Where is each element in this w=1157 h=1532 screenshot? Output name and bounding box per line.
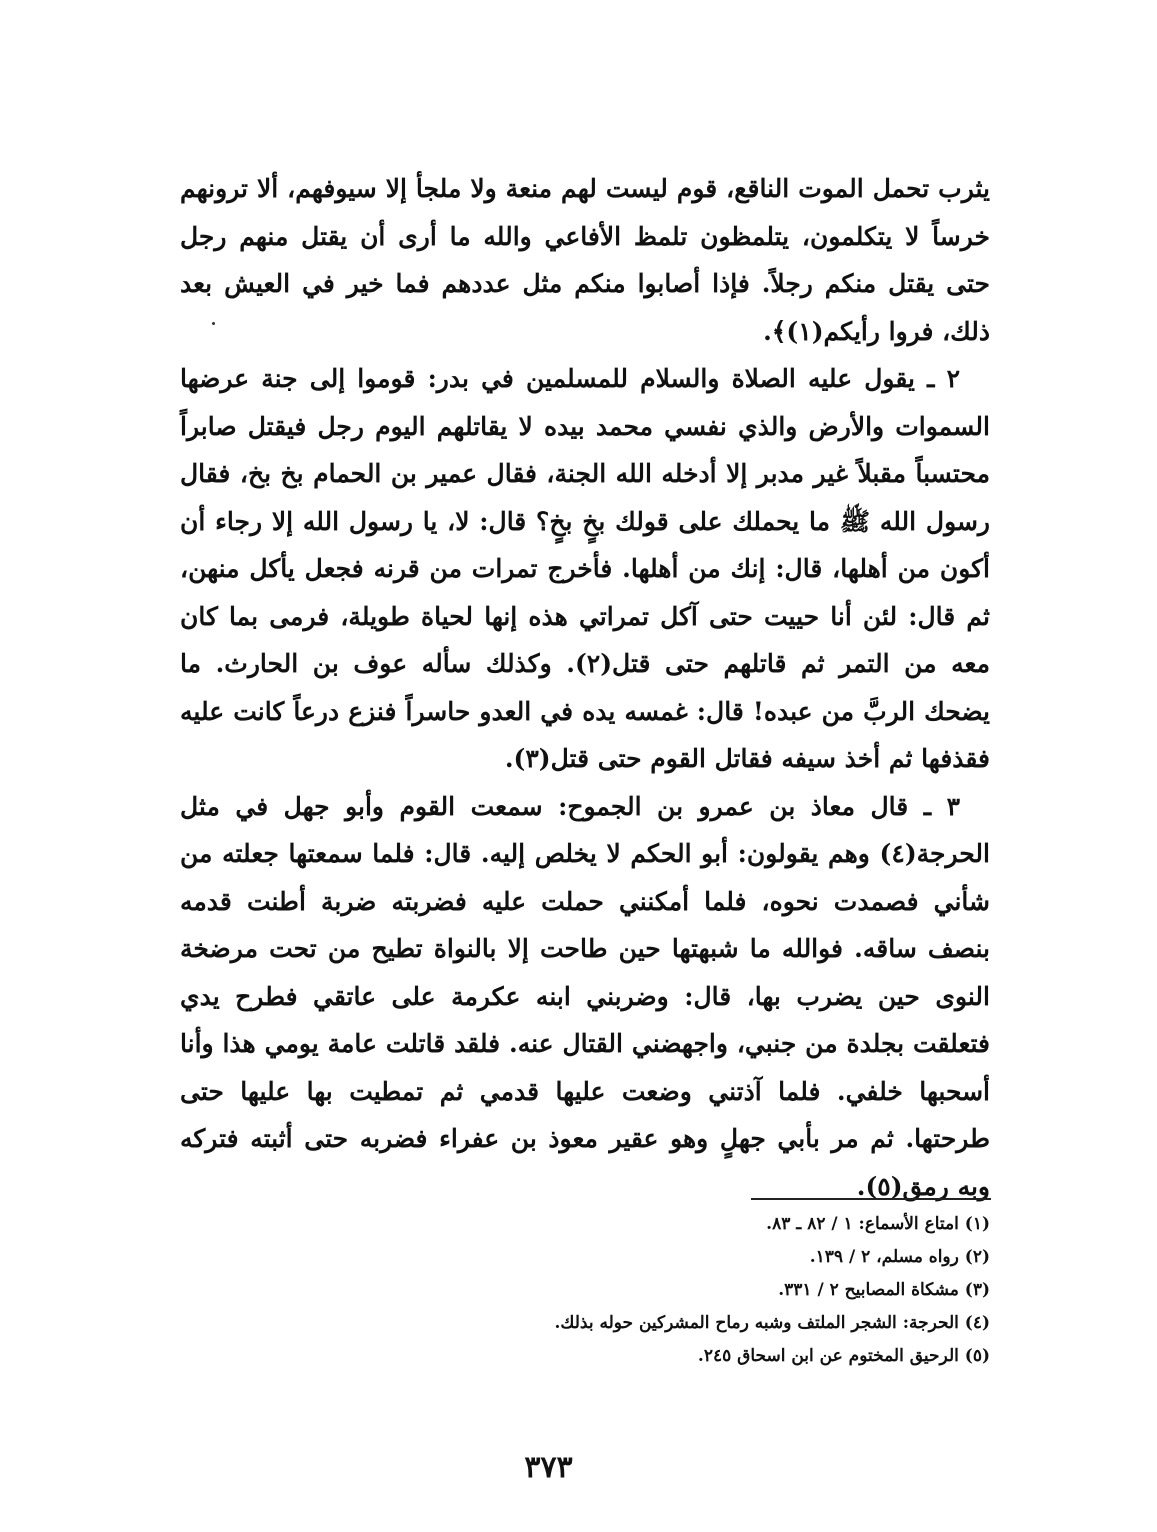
- footnote-separator: [751, 1198, 991, 1200]
- paragraph-2: ٢ ـ يقول عليه الصلاة والسلام للمسلمين في بدر: قوموا إلى جنة عرضها السموات والأرض والذي نفسي محمد بيده لا يقاتلهم اليوم رجل فيقتل صابراً محتسباً مقبلاً غير مدبر إلا أدخله الله الجنة، فقال عمير بن الحمام بخ بخ، فقال رسول الله ﷺ ما يحملك على قولك بخٍ بخٍ؟ قال: لا، يا رسول الله إلا رجاء أن أكون من أهلها، قال: إنك من أهلها. فأخرج تمرات من قرنه فجعل يأكل منهن، ثم قال: لئن أنا حييت حتى آكل تمراتي هذه إنها لحياة طويلة، فرمى بما كان معه من التمر ثم قاتلهم حتى قتل(٢). وكذلك سأله عوف بن الحارث. ما يضحك الربَّ من عبده! قال: غمسه يده في العدو حاسراً فنزع درعاً كانت عليه فقذفها ثم أخذ سيفه فقاتل القوم حتى قتل(٣).: [180, 364, 990, 773]
- page-number: ٣٧٣: [524, 1450, 573, 1485]
- footnote-5: (٥) الرحيق المختوم عن ابن اسحاق ٢٤٥.: [697, 1346, 990, 1366]
- paragraph-3: ٣ ـ قال معاذ بن عمرو بن الجموح: سمعت القوم وأبو جهل في مثل الحرجة(٤) وهم يقولون: أبو الحكم لا يخلص إليه. قال: فلما سمعتها جعلته من شأني فصمدت نحوه، فلما أمكنني حملت عليه فضربته ضربة أطنت قدمه بنصف ساقه. فوالله ما شبهتها حين طاحت إلا بالنواة تطيح من تحت مرضخة النوى حين يضرب بها، قال: وضربني ابنه عكرمة على عاتقي فطرح يدي فتعلقت بجلدة من جنبي، واجهضني القتال عنه. فلقد قاتلت عامة يومي هذا وأنا أسحبها خلفي. فلما آذتني وضعت عليها قدمي ثم تمطيت بها عليها حتى طرحتها. ثم مر بأبي جهلٍ وهو عقير معوذ بن عفراء فضربه حتى أثبته فتركه وبه رمق(٥).: [180, 791, 990, 1201]
- footnote-1: (١) امتاع الأسماع: ١ / ٨٢ ـ ٨٣.: [766, 1214, 990, 1234]
- footnotes: [300, 1208, 990, 1373]
- footnote-4: (٤) الحرجة: الشجر الملتف وشبه رماح المشركين حوله بذلك.: [554, 1313, 990, 1333]
- main-text: [180, 165, 990, 1210]
- paragraph-continuation: يثرب تحمل الموت الناقع، قوم ليست لهم منعة ولا ملجأ إلا سيوفهم، ألا ترونهم خرساً لا يتكلمون، يتلمظون تلمظ الأفاعي والله ما أرى أن يقتل منهم رجل حتى يقتل منكم رجلاً. فإذا أصابوا منكم مثل عددهم فما خير في العيش بعد ذلك، فروا رأيكم(١)﴾.: [180, 174, 990, 346]
- footnote-2: (٢) رواه مسلم، ٢ / ١٣٩.: [809, 1247, 990, 1267]
- footnote-3: (٣) مشكاة المصابيح ٢ / ٣٣١.: [778, 1280, 990, 1300]
- print-speck: [212, 322, 215, 325]
